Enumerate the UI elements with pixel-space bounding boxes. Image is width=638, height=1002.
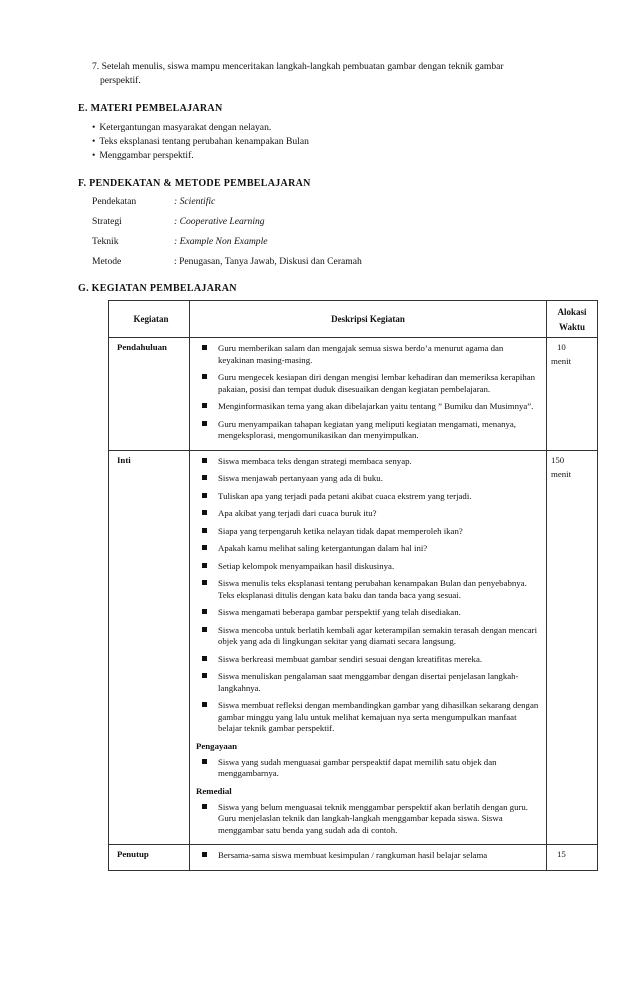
inti-desc <box>190 450 547 845</box>
row-key: Strategi <box>92 216 122 227</box>
objective-number: 7. <box>92 61 100 72</box>
row-value: : Example Non Example <box>174 236 268 247</box>
list-item: • Teks eksplanasi tentang perubahan kenampakan Bulan <box>92 135 309 149</box>
list-item: Siswa membaca teks dengan strategi membaca senyap. <box>196 456 540 468</box>
pendahuluan-desc <box>190 338 547 451</box>
pendahuluan-label: Pendahuluan <box>109 338 190 451</box>
list-item: Tuliskan apa yang terjadi pada petani akibat cuaca ekstrem yang terjadi. <box>196 491 540 503</box>
remedial-title: Remedial <box>196 785 232 796</box>
list-item: Siswa membuat refleksi dengan membandingkan gambar yang dihasilkan sekarang dengan gambar minggu yang lalu untuk melihat kemajuan nya serta mengumpulkan manfaat belajar teknik gambar perspektif. <box>196 700 540 735</box>
list-item: Siswa mencoba untuk berlatih kembali agar keterampilan semakin terasah dengan mencari objek yang ada di lingkungan sekitar yang diamati secara langsung. <box>196 625 540 648</box>
list-item: Apakah kamu melihat saling ketergantungan dalam hal ini? <box>196 543 540 555</box>
header-kegiatan: Kegiatan <box>109 301 190 338</box>
table-row <box>109 338 598 451</box>
header-alokasi-line1: Alokasi <box>557 306 587 317</box>
list-item: Siapa yang terpengaruh ketika nelayan tidak dapat memperoleh ikan? <box>196 526 540 538</box>
time-value: 15 <box>557 849 566 859</box>
strategy-row <box>92 212 362 232</box>
row-value: : Cooperative Learning <box>174 216 265 227</box>
row-value: : Scientific <box>174 196 216 207</box>
list-item: Menginformasikan tema yang akan dibelajarkan yaitu tentang ” Bumiku dan Musimnya”. <box>196 401 540 413</box>
row-key: Teknik <box>92 236 119 247</box>
pengayaan-title: Pengayaan <box>196 740 238 751</box>
list-item: • Menggambar perspektif. <box>92 149 309 163</box>
time-unit: menit <box>551 356 572 366</box>
section-e-list <box>92 121 309 163</box>
list-item: Bersama-sama siswa membuat kesimpulan / rangkuman hasil belajar selama <box>196 850 540 862</box>
section-g-title: G. KEGIATAN PEMBELAJARAN <box>78 283 237 294</box>
table-row <box>109 450 598 845</box>
list-item: Siswa berkreasi membuat gambar sendiri sesuai dengan kreatifitas mereka. <box>196 654 540 666</box>
objective-text-line1: Setelah menulis, siswa mampu menceritakan langkah-langkah pembuatan gambar dengan teknik gambar <box>101 61 504 72</box>
list-item: Siswa menuliskan pengalaman saat menggambar dengan disertai penjelasan langkah-langkahnya. <box>196 671 540 694</box>
row-key: Pendekatan <box>92 196 137 207</box>
list-item: Setiap kelompok menyampaikan hasil diskusinya. <box>196 561 540 573</box>
time-unit: menit <box>551 468 572 479</box>
penutup-desc <box>190 845 547 871</box>
inti-time <box>547 450 598 845</box>
approach-row <box>92 192 362 212</box>
header-alokasi <box>547 301 598 338</box>
table-header-row <box>109 301 598 338</box>
technique-row <box>92 232 362 252</box>
activity-table <box>108 300 598 871</box>
section-f-title: F. PENDEKATAN & METODE PEMBELAJARAN <box>78 178 311 189</box>
list-item: Siswa menjawab pertanyaan yang ada di buku. <box>196 473 540 485</box>
table-row <box>109 845 598 871</box>
method-row <box>92 252 362 272</box>
list-item: Siswa yang belum menguasai teknik menggambar perspektif akan berlatih dengan guru. Guru menjelaslan teknik dan langkah-langkah menggambar kepada siswa. Siswa menggambar satu benda yang sudah ada di contoh. <box>196 802 540 837</box>
list-item: Siswa mengamati beberapa gambar perspektif yang telah disediakan. <box>196 607 540 619</box>
inti-label: Inti <box>109 450 190 845</box>
list-item: Guru menyampaikan tahapan kegiatan yang meliputi kegiatan mengamati, menanya, mengeksplorasi, mengomunikasikan dan menyimpulkan. <box>196 419 540 442</box>
time-value: 150 <box>551 454 565 465</box>
row-value: : Penugasan, Tanya Jawab, Diskusi dan Ceramah <box>174 256 362 267</box>
list-item: Apa akibat yang terjadi dari cuaca buruk itu? <box>196 508 540 520</box>
objective-text-line2: perspektif. <box>100 75 141 86</box>
time-value: 10 <box>557 342 566 352</box>
pendahuluan-time <box>547 338 598 451</box>
section-f-table <box>92 192 362 272</box>
list-item: Siswa yang sudah menguasai gambar perspeaktif dapat memilih satu objek dan menggambarnya. <box>196 757 540 780</box>
list-item: • Ketergantungan masyarakat dengan nelayan. <box>92 121 309 135</box>
header-deskripsi: Deskripsi Kegiatan <box>190 301 547 338</box>
penutup-time <box>547 845 598 871</box>
list-item: Guru mengecek kesiapan diri dengan mengisi lembar kehadiran dan memeriksa kerapihan pakaian, posisi dan tempat duduk disesuaikan dengan kegiatan pembelajaran. <box>196 372 540 395</box>
list-item: Guru memberikan salam dan mengajak semua siswa berdo’a menurut agama dan keyakinan masing-masing. <box>196 343 540 366</box>
header-alokasi-line2: Waktu <box>558 321 585 332</box>
objective-7 <box>92 60 572 88</box>
row-key: Metode <box>92 256 122 267</box>
section-e-title: E. MATERI PEMBELAJARAN <box>78 103 223 114</box>
list-item: Siswa menulis teks eksplanasi tentang perubahan kenampakan Bulan dan penyebabnya. Teks eksplanasi ditulis dengan kata baku dan tanda baca yang sesuai. <box>196 578 540 601</box>
penutup-label: Penutup <box>109 845 190 871</box>
